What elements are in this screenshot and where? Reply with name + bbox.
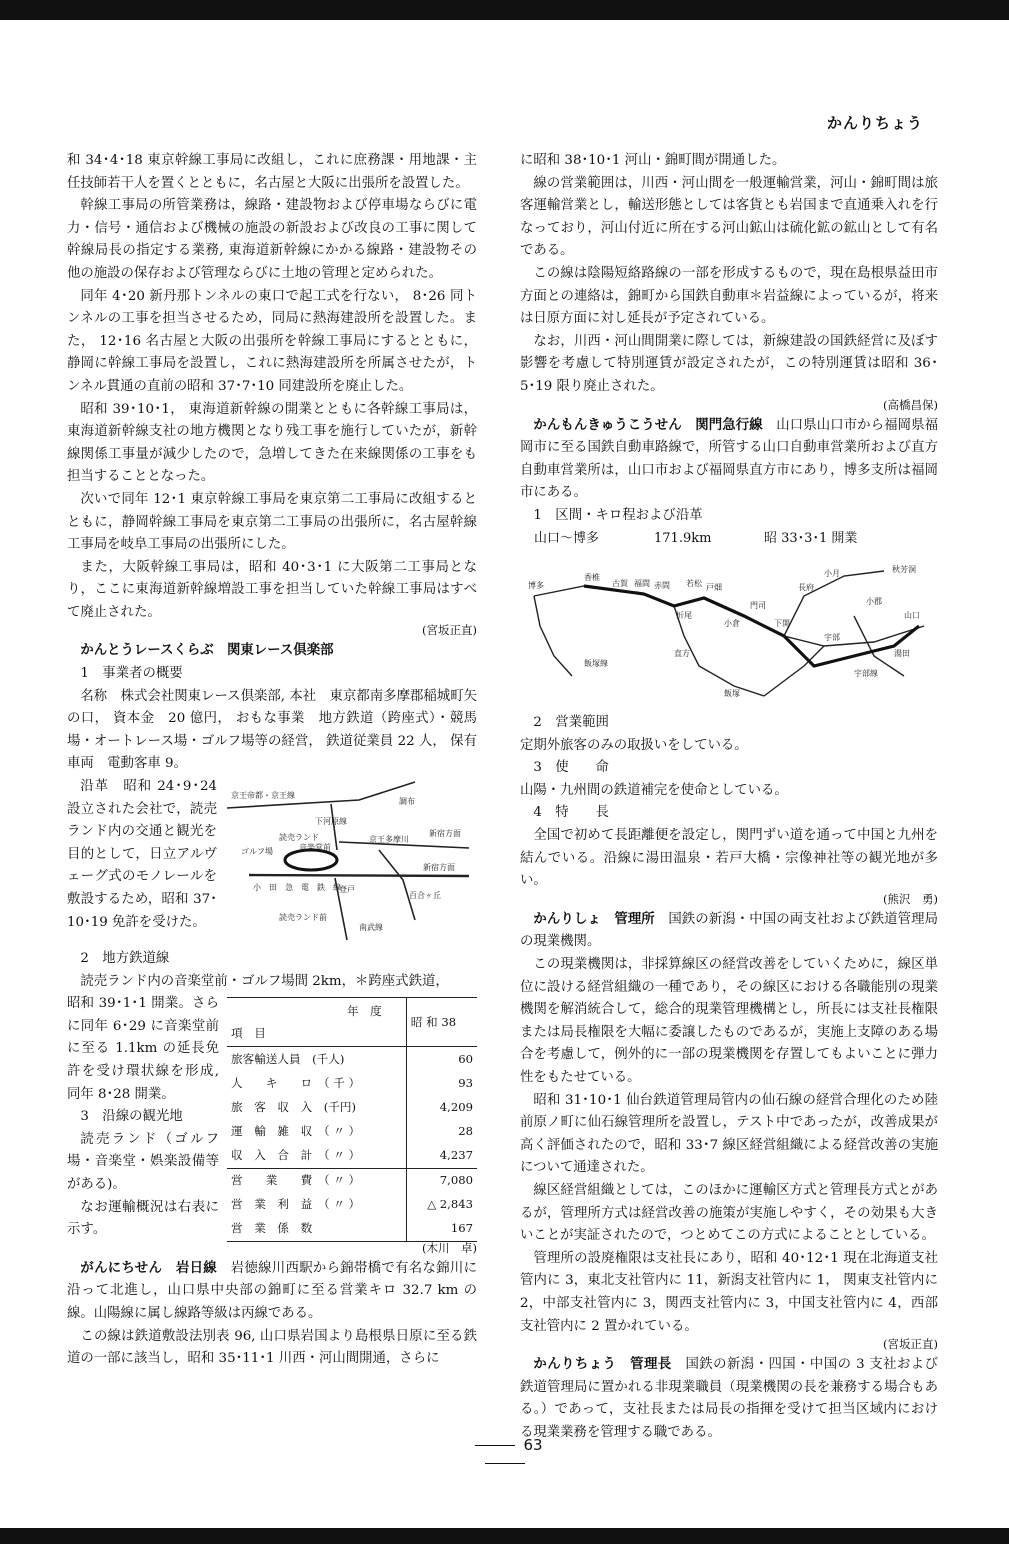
monorail-loop (285, 850, 337, 870)
table-row (227, 1168, 477, 1193)
paragraph: 全国で初めて長距離便を設定し，関門ずい道を通って中国と九州を結んでいる。沿線に湯田温泉・若戸大橋・宗像神社等の観光地が多い。 (520, 828, 938, 889)
section-heading: 1 区間・キロ程および沿革 (533, 507, 703, 523)
map-label: 宇部 (824, 633, 840, 643)
row-value: 93 (406, 1071, 477, 1095)
map-label: 下関 (774, 619, 790, 629)
author-signature: (宮坂正直) (883, 1337, 938, 1352)
paragraph: 名称 株式会社関東レース倶楽部, 本社 東京都南多摩郡稲城町矢の口， 資本金 20 億円， おもな事業 地方鉄道（跨座式）・競馬場・オートレース場・ゴルフ場等の経営， 鉄道従業員 22 人， 保有車両 電動客車 9。 (67, 688, 477, 772)
paragraph: 読売ランド（ゴルフ場・音楽堂・娯楽設備等がある)。 (67, 1131, 219, 1192)
table-row (227, 1047, 477, 1072)
entry-heading: かんもんきゅうこうせん 関門急行線 (533, 417, 763, 433)
paragraph: 同年 4･20 新丹那トンネルの東口で起工式を行ない， 8･26 同トンネルの工事を担当させるため，同局に熱海建設所を設置した。また， 12･16 名古屋と大阪の出張所を幹線工事局にするとともに，静岡に幹線工事局を設置し，これに熱海建設所を所属させたが，トンネル貫通の直前の昭和 37･7･10 同建設所を廃止した。 (67, 288, 477, 394)
table-row (227, 1193, 477, 1217)
page-number (440, 1436, 570, 1472)
paragraph: なお運輸概況は右表に示す。 (67, 1199, 219, 1238)
row-value: 4,237 (406, 1144, 477, 1169)
page-number-text: 63 (523, 1436, 543, 1454)
map-label: 小郡 (866, 597, 882, 607)
author-signature: (熊沢 勇) (883, 891, 938, 906)
section-heading: 1 事業者の概要 (80, 666, 183, 682)
table-row (227, 1119, 477, 1143)
table-header: 昭 和 38 (406, 998, 477, 1047)
route-line (520, 528, 938, 551)
map-label: 博多 (528, 581, 544, 591)
entry-text: 岩徳線川西駅から錦帯橋で有名な錦川に沿って北進し，山口県中央部の錦町に至る営業キロ 32.7 km の線。山陽線に属し線路等級は丙線である。 (67, 1260, 477, 1321)
paragraph: 昭和 39･10･1， 東海道新幹線の開業とともに各幹線工事局は，東海道新幹線支社の地方機関となり残工事を施行していたが，新幹線関係工事量が減少したので，急増してきた在来線関係の工事をも担当することとなった。 (67, 401, 477, 485)
table-row (227, 1144, 477, 1169)
map-label: 読売ランド前 (279, 913, 327, 923)
table-header (227, 998, 406, 1047)
row-label: 営 業 利 益 （ 〃 ） (231, 1197, 361, 1212)
map-label: 読売ランド (279, 833, 319, 843)
map-label: 山口 (904, 611, 920, 621)
row-value: 28 (406, 1119, 477, 1143)
entry-heading: かんりしょ 管理所 (533, 911, 655, 927)
yomiuriland-route-map (219, 780, 477, 948)
paragraph: 定期外旅客のみの取扱いをしている。 (520, 737, 748, 753)
row-label: 人 キ ロ （ 千 ） (231, 1076, 361, 1091)
table-row (227, 1071, 477, 1095)
map-label: 福間 (634, 579, 650, 589)
stats-text (67, 993, 219, 1242)
entry-heading: かんりちょう 管理長 (533, 1357, 672, 1373)
paragraph: なお，川西・河山間開業に際しては，新線建設の国鉄経営に及ぼす影響を考慮して特別運賃が設定されたが，この特別運賃は昭和 36･5･19 限り廃止された。 (520, 333, 938, 394)
row-label: 営 業 費 （ 〃 ） (227, 1168, 406, 1193)
odakyu-line-path (249, 875, 469, 876)
paragraph: 沿革 昭和 24･9･24 設立された会社で，読売ランド内の交通と観光を目的として，日立アルヴェーグ式のモノレールを敷設するため，昭和 37･10･19 免許を受けた。 (67, 779, 217, 930)
row-label: 旅 客 収 入 (千円) (231, 1100, 356, 1115)
map-label: 調布 (399, 797, 415, 807)
map-label: 若松 (686, 579, 702, 589)
paragraph (67, 1258, 477, 1326)
row-label: 営 業 係 数 (227, 1217, 406, 1242)
section-heading: 3 使 命 (533, 760, 609, 776)
author-signature: (木川 卓) (422, 1240, 477, 1255)
header-item: 項 目 (231, 1026, 266, 1041)
map-label: 飯塚 (724, 689, 740, 699)
paragraph (520, 909, 938, 954)
map-label: 新宿方面 (429, 829, 461, 839)
map-label: 赤間 (654, 581, 670, 591)
page-number-dash (475, 1445, 515, 1446)
section-heading: 2 地方鉄道線 (80, 951, 170, 967)
map-label: 古賀 (612, 579, 628, 589)
map-label: 香椎 (584, 573, 600, 583)
bottom-border (0, 1528, 1009, 1544)
running-head: かんりちょう (826, 114, 923, 132)
entry-text: 国鉄の新潟・中国の両支社および鉄道管理局の現業機関。 (520, 911, 939, 950)
map-label: 直方 (674, 649, 690, 659)
map-label: 京王帝都・京王線 (231, 791, 295, 801)
map-label: 百合ヶ丘 (409, 891, 441, 901)
paragraph: 管理所の設廃権限は支社長にあり，昭和 40･12･1 現在北海道支社管内に 3，東北支社管内に 11，新潟支社管内に 1， 関東支社管内に 2，中部支社管内に 3，関西支社管内に 3，中国支社管内に 4，西部支社管内に 2 置かれている。 (520, 1250, 938, 1334)
map-label: 京王多摩川 (369, 835, 409, 845)
coast-line-path (534, 596, 572, 676)
branch-line-path (379, 850, 415, 920)
map-label: ゴルフ場 (241, 847, 273, 857)
entry-text: 国鉄の新潟・四国・中国の 3 支社および鉄道管理局に置かれる非現業職員（現業機関の長を兼務する場合もある。）であって，支社長または局長の指揮を受けて担当区域内における現業業務を管理する職である。 (520, 1357, 939, 1440)
map-label: 音楽堂前 (299, 843, 331, 853)
row-label: 旅客輸送人員 (千人) (231, 1052, 345, 1067)
right-column (520, 150, 938, 1445)
row-value: 4,209 (406, 1095, 477, 1119)
map-label: 秋芳洞 (892, 565, 916, 575)
left-column (67, 150, 477, 1371)
entry-text: 山口県山口市から福岡県福岡市に至る国鉄自動車路線で，所管する山口自動車営業所および直方自動車営業所は，山口市および福岡県直方市にあり，博多支所は福岡市にある。 (520, 417, 939, 501)
paragraph: 山陽・九州間の鉄道補完を使命としている。 (520, 782, 788, 798)
section-heading: 4 特 長 (533, 805, 609, 821)
paragraph: 線区経営組織としては，このほかに運輸区方式と管理長方式とがあるが，管理所方式は経営改善の施策が実施しやすく，その効果も大きいことが実証されたので，つとめてこの方式によることとしている。 (520, 1182, 938, 1244)
row-value: △ 2,843 (406, 1193, 477, 1217)
route-from: 山口～博多 (534, 530, 600, 546)
map-label: 戸畑 (706, 583, 722, 593)
paragraph: 幹線工事局の所管業務は，線路・建設物および停車場ならびに電力・信号・通信および機械の施設の新設および改良の工事に関して幹線局長の指定する業務, 東海道新幹線にかかる線路・建設物その他の施設の保存および管理ならびに土地の管理と定められた。 (67, 198, 477, 281)
header-year: 年 度 (346, 1003, 382, 1018)
kanmon-route-map (524, 556, 932, 706)
paragraph: 昭和 39･1･1 開業。さらに同年 6･29 に音楽堂前に至る 1.1km の延長免許を受け環状線を形成, 同年 8･28 開業。 (67, 996, 219, 1102)
entry-heading: がんにちせん 岩日線 (80, 1260, 217, 1276)
map-label: 折尾 (676, 611, 692, 621)
link-line-path (764, 646, 824, 696)
paragraph: この現業機関は，非採算線区の経営改善をしていくために，線区単位に設ける経営組織の一種であり，その線区における各職能別の現業機関を解消統合して，総合的現業管理機構とし，所長には支社長権限または局長権限を大幅に委譲したものであるが，実施上支障のある場合を考慮して，例外的に一部の現業機関を存置してもよいことに弾力性をもたせている。 (520, 957, 938, 1085)
author-signature: (宮坂正直) (422, 623, 477, 638)
sanyo-line-path (534, 586, 924, 646)
map-label: 宇部線 (854, 669, 878, 679)
operations-table (227, 997, 477, 1242)
route-km: 171.9km (654, 530, 712, 546)
paragraph: 線の営業範囲は，川西・河山間を一般運輸営業，河山・錦町間は旅客運輸営業とし，輸送形態としては客貨とも岩国まで直通乗入れを行なっており，河山付近に所在する河山鉱山は硫化鉱の鉱山として有名である。 (520, 175, 938, 259)
map-label: 新宿方面 (423, 863, 455, 873)
row-label: 運 輸 雑 収 （ 〃 ） (231, 1124, 361, 1139)
row-value: 167 (406, 1217, 477, 1242)
paragraph: この線は陰陽短絡路線の一部を形成するもので，現在島根県益田市方面との連絡は，錦町から国鉄自動車＊岩益線によっているが，将来は日原方面に対し延長が予定されている。 (520, 265, 938, 327)
history-text (67, 776, 217, 948)
paragraph: 和 34･4･18 東京幹線工事局に改組し，これに庶務課・用地課・主任技師若干人を置くとともに，名古屋と大阪に出張所を設置した。 (67, 153, 477, 191)
paragraph: 昭和 31･10･1 仙台鉄道管理局管内の仙石線の経営合理化のため陸前原ノ町に仙石線管理所を設置し，テスト中であったが，改善成果が高く評価されたので，昭和 33･7 線区経営組織による経営改善の実施について通達された。 (520, 1092, 938, 1176)
page-number-dash (485, 1463, 525, 1464)
route-open: 昭 33･3･1 開業 (764, 530, 858, 546)
stats-with-table (67, 993, 477, 1242)
entry-heading: かんとうレースくらぶ 関東レース倶楽部 (80, 643, 334, 659)
map-label: 小倉 (724, 619, 740, 629)
map-label: 南武線 (359, 923, 383, 933)
section-heading: 2 営業範囲 (533, 715, 609, 731)
map-label: 湯田 (894, 649, 910, 659)
map-label: 小月 (824, 569, 840, 579)
author-signature: (高橋昌保) (883, 397, 938, 412)
paragraph (520, 1354, 938, 1444)
paragraph: また，大阪幹線工事局は，昭和 40･3･1 に大阪第二工事局となり，ここに東海道新幹線増設工事を担当していた幹線工事局はすべて廃止された。 (67, 559, 477, 620)
paragraph: に昭和 38･10･1 河山・錦町間が開通した。 (520, 153, 786, 168)
paragraph: 次いで同年 12･1 東京幹線工事局を東京第二工事局に改組するとともに，静岡幹線工事局を東京第二工事局の出張所に，名古屋幹線工事局を岐阜工事局の出張所にした。 (67, 491, 477, 553)
section-heading: 3 沿線の観光地 (80, 1109, 183, 1125)
map-label: 長府 (798, 583, 814, 593)
map-label: 登戸 (339, 885, 355, 895)
shimogawara-line-path (331, 804, 337, 850)
top-border (0, 0, 1009, 20)
row-value: 7,080 (406, 1168, 477, 1193)
paragraph: この線は鉄道敷設法別表 96, 山口県岩国より島根県日原に至る鉄道の一部に該当し，昭和 35･11･1 川西・河山間開通，さらに (67, 1328, 477, 1367)
table-row (227, 1095, 477, 1119)
map-label: 飯塚線 (584, 659, 608, 669)
paragraph: 読売ランド内の音楽堂前・ゴルフ場間 2km，＊跨座式鉄道， (80, 973, 449, 989)
map-label: 門司 (750, 601, 766, 611)
map-label: 小 田 急 電 鉄 線 (253, 883, 341, 893)
row-label: 収 入 合 計 （ 〃 ） (231, 1148, 361, 1163)
row-value: 60 (406, 1047, 477, 1072)
map-label: 下河原線 (315, 817, 347, 827)
paragraph (520, 415, 938, 505)
history-with-map (67, 776, 477, 948)
